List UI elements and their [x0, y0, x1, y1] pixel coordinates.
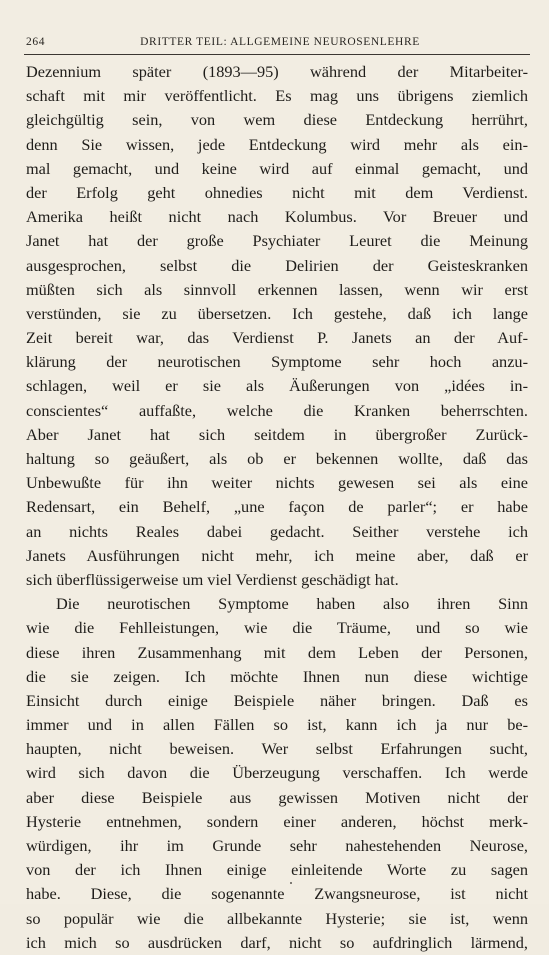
text-line: diese ihren Zusammenhang mit dem Leben der Personen,: [26, 642, 528, 662]
text-line: haupten, nicht beweisen. Wer selbst Erfahrungen sucht,: [26, 739, 528, 759]
text-line: so populär wie die allbekannte Hysterie; sie ist, wenn: [26, 908, 528, 928]
text-line: klärung der neurotischen Symptome sehr hoch anzu-: [26, 352, 528, 372]
text-line: ich mich so ausdrücken darf, nicht so aufdringlich lärmend,: [26, 932, 528, 952]
text-line: der Erfolg geht ohnedies nicht mit dem Verdienst.: [26, 182, 528, 202]
text-line: Dezennium später (1893—95) während der Mitarbeiter-: [26, 62, 528, 81]
text-line: Aber Janet hat sich seitdem in übergroßer Zurück-: [26, 424, 528, 444]
body-text: [26, 60, 528, 955]
text-line: wie die Fehlleistungen, wie die Träume, und so wie: [26, 618, 528, 638]
print-speck: [290, 882, 292, 884]
text-line: aber diese Beispiele aus gewissen Motiven nicht der: [26, 787, 528, 807]
text-line: schlagen, weil er sie als Äußerungen von „idées in-: [26, 376, 528, 396]
text-line: haltung so geäußert, als ob er bekennen wollte, daß das: [26, 449, 528, 468]
text-line: Janet hat der große Psychiater Leuret die Meinung: [26, 231, 528, 251]
text-line: müßten sich als sinnvoll erkennen lassen, wenn wir erst: [26, 279, 528, 299]
text-line: mal gemacht, und keine wird auf einmal gemacht, und: [26, 158, 528, 178]
text-line: schaft mit mir veröffentlicht. Es mag uns übrigens ziemlich: [26, 86, 528, 106]
text-line: Hysterie entnehmen, sondern einer anderen, höchst merk-: [26, 811, 528, 831]
text-line: Redensart, ein Behelf, „une façon de parler“; er habe: [26, 497, 528, 517]
text-line: Einsicht durch einige Beispiele näher bringen. Daß es: [26, 690, 528, 710]
running-title: DRITTER TEIL: ALLGEMEINE NEUROSENLEHRE: [140, 36, 420, 48]
text-line: von der ich Ihnen einige einleitende Worte zu sagen: [26, 860, 528, 880]
text-line: die sie zeigen. Ich möchte Ihnen nun diese wichtige: [26, 666, 528, 686]
text-line: an nichts Reales dabei gedacht. Seither verstehe ich: [26, 521, 528, 541]
text-line: Amerika heißt nicht nach Kolumbus. Vor Breuer und: [26, 207, 528, 227]
text-line: sich überflüssigerweise um viel Verdienst geschädigt hat.: [26, 569, 399, 589]
header-rule: [24, 54, 530, 55]
text-line: ausgesprochen, selbst die Delirien der Geisteskranken: [26, 255, 528, 275]
text-line: gleichgültig sein, von wem diese Entdeckung herrührt,: [26, 110, 528, 130]
running-header: [26, 36, 528, 48]
text-line: verstünden, sie zu übersetzen. Ich gestehe, daß ich lange: [26, 303, 528, 323]
text-line: Unbewußte für ihn weiter nichts gewesen sei als eine: [26, 473, 528, 493]
text-line: Die neurotischen Symptome haben also ihren Sinn: [56, 594, 528, 614]
text-line: conscientes“ auffaßte, welche die Kranken beherrschten.: [26, 400, 528, 420]
text-line: denn Sie wissen, jede Entdeckung wird mehr als ein-: [26, 134, 528, 154]
text-line: habe. Diese, die sogenannte Zwangsneurose, ist nicht: [26, 884, 528, 904]
text-line: wird sich davon die Überzeugung verschaffen. Ich werde: [26, 763, 528, 783]
text-line: immer und in allen Fällen so ist, kann ich ja nur be-: [26, 715, 528, 735]
text-line: Zeit bereit war, das Verdienst P. Janets an der Auf-: [26, 328, 528, 348]
text-line: würdigen, ihr im Grunde sehr nahestehenden Neurose,: [26, 836, 528, 855]
text-line: Janets Ausführungen nicht mehr, ich meine aber, daß er: [26, 545, 528, 565]
page-number: 264: [26, 36, 46, 48]
